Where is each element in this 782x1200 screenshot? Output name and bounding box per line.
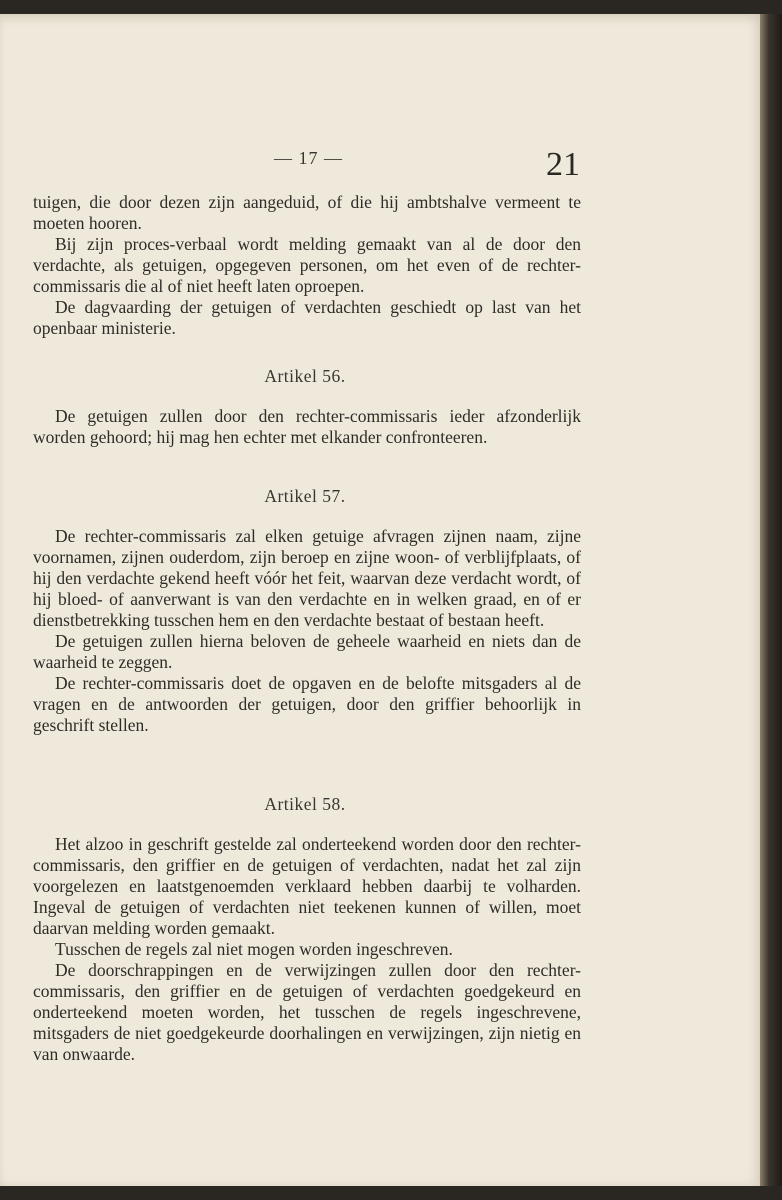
paragraph: Het alzoo in geschrift gestelde zal onderteekend worden door den rechter-commissaris, den griffier en de getuigen of verdachten, nadat het zal zijn voorgelezen en laatstgenoemden verklaard hebben daarbij te volharden. Ingeval de getuigen of verdachten niet teekenen kunnen of willen, moet daarvan melding worden gemaakt. bbox=[33, 834, 581, 938]
paragraph: De rechter-commissaris zal elken getuige afvragen zijnen naam, zijne voornamen, zijnen ouderdom, zijn beroep en zijne woon- of verblijfplaats, of hij den verdachte gekend heeft vóór het feit, waarvan deze verdacht wordt, of hij bloed- of aanverwant is van den verdachte en in welken graad, en of er dienstbetrekking tusschen hem en den verdachte bestaat of bestaan heeft. bbox=[33, 526, 581, 630]
continuation-block bbox=[33, 192, 581, 339]
paragraph: De getuigen zullen door den rechter-commissaris ieder afzonderlijk worden gehoord; hij mag hen echter met elkander confronteeren. bbox=[33, 406, 581, 447]
paragraph: De dagvaarding der getuigen of verdachten geschiedt op last van het openbaar ministerie. bbox=[33, 297, 581, 338]
book-page bbox=[0, 14, 762, 1186]
article-57-heading: Artikel 57. bbox=[264, 486, 346, 506]
paragraph: De doorschrappingen en de verwijzingen zullen door den rechter-commissaris, den griffier en de getuigen of verdachten goedgekeurd en onderteekend moeten worden, het tusschen de regels ingeschrevene, mitsgaders de niet goedgekeurde doorhalingen en verwijzingen, zijn nietig en van onwaarde. bbox=[33, 960, 581, 1064]
paragraph: De getuigen zullen hierna beloven de geheele waarheid en niets dan de waarheid te zeggen. bbox=[33, 631, 581, 672]
paragraph: De rechter-commissaris doet de opgaven en de belofte mitsgaders al de vragen en de antwoorden der getuigen, door den griffier behoorlijk in geschrift stellen. bbox=[33, 673, 581, 735]
stamp-number: 21 bbox=[546, 146, 580, 183]
article-58-heading: Artikel 58. bbox=[264, 794, 346, 814]
page-header bbox=[0, 144, 762, 184]
article-58-body bbox=[33, 834, 581, 1065]
paragraph: tuigen, die door dezen zijn aangeduid, of die hij ambtshalve vermeent te moeten hooren. bbox=[33, 192, 581, 233]
article-56-body bbox=[33, 406, 581, 448]
paragraph: Bij zijn proces-verbaal wordt melding gemaakt van al de door den verdachte, als getuigen, opgegeven personen, om het even of de rechter-commissaris die al of niet heeft laten oproepen. bbox=[33, 234, 581, 296]
page-folio: — 17 — bbox=[274, 148, 343, 168]
page-edge-shadow bbox=[760, 14, 782, 1200]
article-56-heading: Artikel 56. bbox=[264, 366, 346, 386]
article-57-body bbox=[33, 526, 581, 736]
page-bottom-shadow bbox=[0, 1186, 782, 1200]
paragraph: Tusschen de regels zal niet mogen worden ingeschreven. bbox=[55, 939, 453, 959]
